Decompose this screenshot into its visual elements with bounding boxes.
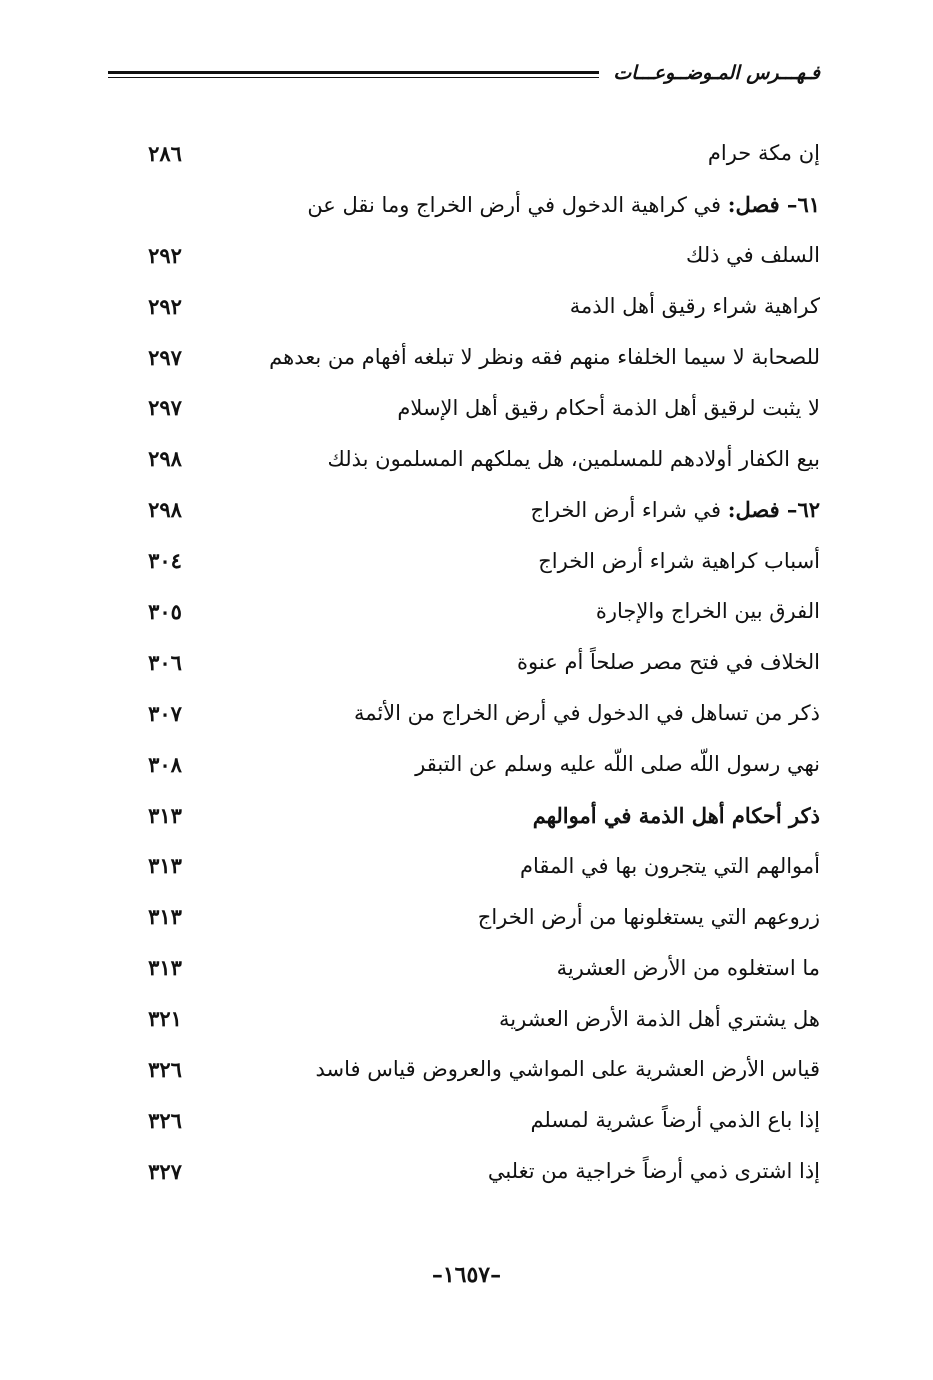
toc-entry-title: زروعهم التي يستغلونها من أرض الخراج <box>477 904 820 929</box>
toc-entry-page: ٣٢١ <box>148 1006 182 1032</box>
toc-entry-title: الخلاف في فتح مصر صلحاً أم عنوة <box>517 650 820 675</box>
toc-entry-title: بيع الكفار أولادهم للمسلمين، هل يملكهم المسلمون بذلك <box>327 446 820 471</box>
toc-row <box>130 433 820 484</box>
toc-entry-title: كراهية شراء رقيق أهل الذمة <box>569 294 820 319</box>
header-title: فـهـــرس المـوضــوعـــات <box>613 62 820 84</box>
header-rule <box>108 71 599 78</box>
toc-entry-title: نهي رسول اللّه صلى اللّه عليه وسلم عن التبقر <box>415 752 820 777</box>
toc-row <box>130 840 820 891</box>
section-label: فصل: <box>727 497 780 523</box>
toc-entry-title: قياس الأرض العشرية على المواشي والعروض قياس فاسد <box>315 1057 820 1082</box>
toc-entry-title: إذا باع الذمي أرضاً عشرية لمسلم <box>530 1108 820 1133</box>
page-number: –١٦٥٧– <box>431 1262 502 1288</box>
toc-entry-page: ٢٩٨ <box>148 497 182 523</box>
toc-entry-page: ٢٩٧ <box>148 395 182 421</box>
table-of-contents <box>130 128 820 1197</box>
section-number: ٦١– <box>779 191 820 217</box>
running-header <box>108 58 820 88</box>
toc-entry-page: ٣٢٦ <box>148 1056 182 1082</box>
toc-row <box>130 993 820 1044</box>
toc-entry-page: ٣١٣ <box>148 853 182 879</box>
toc-entry-title: الفرق بين الخراج والإجارة <box>595 599 820 624</box>
toc-row <box>130 230 820 281</box>
toc-row <box>130 1146 820 1197</box>
toc-entry-title: ذكر أحكام أهل الذمة في أموالهم <box>532 802 820 828</box>
toc-row <box>130 281 820 332</box>
toc-entry-title <box>530 497 820 522</box>
section-title-text: في كراهية الدخول في أرض الخراج وما نقل عن <box>307 192 728 217</box>
toc-entry-title: ذكر من تساهل في الدخول في أرض الخراج من الأئمة <box>353 701 820 726</box>
section-title-text: في شراء أرض الخراج <box>530 498 728 523</box>
toc-row <box>130 688 820 739</box>
toc-entry-page: ٢٩٨ <box>148 446 182 472</box>
toc-entry-page: ٢٩٢ <box>148 242 182 268</box>
toc-row <box>130 484 820 535</box>
toc-row <box>130 332 820 383</box>
toc-entry-page: ٣٠٧ <box>148 700 182 726</box>
toc-entry-title: إذا اشترى ذمي أرضاً خراجية من تغلبي <box>487 1159 820 1184</box>
toc-entry-title <box>307 192 820 217</box>
toc-row <box>130 128 820 179</box>
toc-entry-page: ٣٠٤ <box>148 548 182 574</box>
toc-row <box>130 891 820 942</box>
toc-entry-title: السلف في ذلك <box>686 243 820 268</box>
toc-entry-page: ٣٠٨ <box>148 751 182 777</box>
section-label: فصل: <box>727 191 780 217</box>
toc-entry-page: ٣٠٦ <box>148 649 182 675</box>
toc-entry-page: ٣١٣ <box>148 802 182 828</box>
toc-entry-title: لا يثبت لرقيق أهل الذمة أحكام رقيق أهل الإسلام <box>397 395 820 420</box>
toc-entry-page: ٣٢٦ <box>148 1107 182 1133</box>
toc-row <box>130 1095 820 1146</box>
toc-entry-title: إن مكة حرام <box>707 141 820 166</box>
toc-entry-page: ٢٩٧ <box>148 344 182 370</box>
toc-row <box>130 382 820 433</box>
section-number: ٦٢– <box>779 497 820 523</box>
toc-entry-title: ما استغلوه من الأرض العشرية <box>556 955 820 980</box>
toc-entry-page: ٣٢٧ <box>148 1158 182 1184</box>
toc-entry-title: هل يشتري أهل الذمة الأرض العشرية <box>499 1006 820 1031</box>
toc-entry-page: ٣١٣ <box>148 904 182 930</box>
toc-row <box>130 637 820 688</box>
toc-row <box>130 739 820 790</box>
toc-entry-page: ٢٨٦ <box>148 140 182 166</box>
toc-row <box>130 942 820 993</box>
toc-entry-title: للصحابة لا سيما الخلفاء منهم فقه ونظر لا تبلغه أفهام من بعدهم <box>269 345 820 369</box>
toc-entry-title: أسباب كراهية شراء أرض الخراج <box>538 548 820 573</box>
toc-row <box>130 535 820 586</box>
toc-row <box>130 790 820 841</box>
toc-entry-title: أموالهم التي يتجرون بها في المقام <box>519 853 820 878</box>
toc-entry-page: ٣٠٥ <box>148 598 182 624</box>
toc-row <box>130 1044 820 1095</box>
toc-row <box>130 586 820 637</box>
toc-entry-page: ٣١٣ <box>148 955 182 981</box>
toc-row <box>130 179 820 230</box>
toc-entry-page: ٢٩٢ <box>148 293 182 319</box>
